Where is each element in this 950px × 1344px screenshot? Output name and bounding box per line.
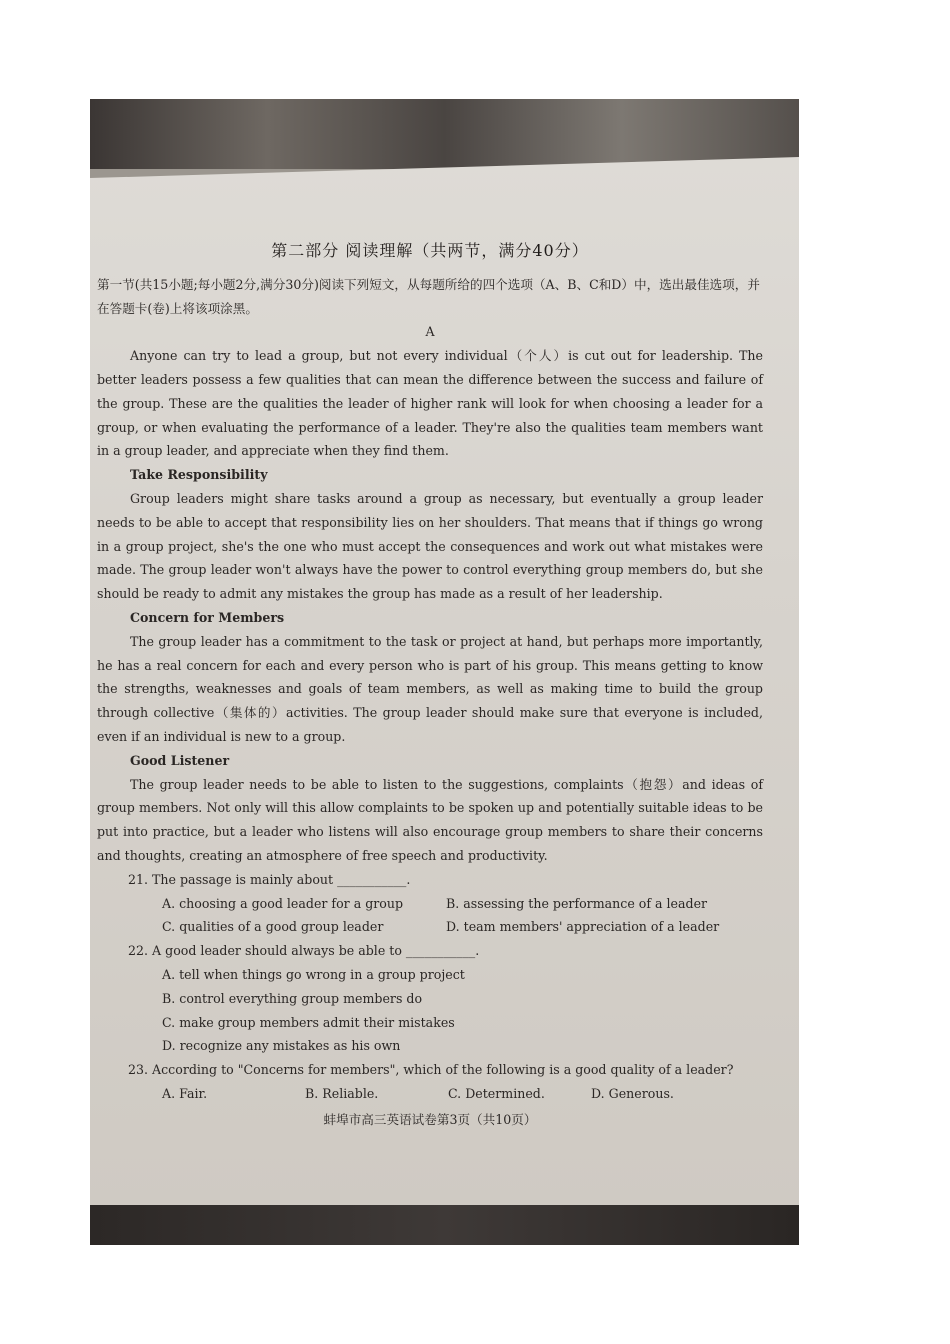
option-22b: B. control everything group members do — [162, 990, 423, 1006]
paragraph-listener: The group leader needs to be able to listen to the suggestions, complaints（抱怨）and ideas of group members. Not only will this allow complaints to be spoken up and potentially suitable ideas to be put into practice, but a leader who listens will also encourage group members to share their concerns and thoughts, creating an atmosphere of free speech and productivity. — [97, 776, 763, 863]
section-instructions: 第一节(共15小题;每小题2分,满分30分)阅读下列短文，从每题所给的四个选项（A、B、C和D）中，选出最佳选项，并在答题卡(卷)上将该项涂黑。 — [97, 276, 760, 316]
option-23d: D. Generous. — [591, 1085, 674, 1101]
document-photo — [90, 99, 799, 1245]
option-21c: C. qualities of a good group leader — [162, 919, 384, 935]
heading-concern-for-members: Concern for Members — [130, 609, 285, 625]
paragraph-responsibility: Group leaders might share tasks around a group as necessary, but eventually a group leader needs to be able to accept that responsibility lies on her shoulders. That means that if things go wrong in a group project, she's the one who must accept the consequences and work out what mistakes were made. The group leader won't always have the power to control everything group members do, but she should be ready to admit any mistakes the group has made as a result of her leadership. — [97, 490, 763, 602]
photo-background-top — [90, 99, 799, 169]
heading-good-listener: Good Listener — [130, 752, 230, 768]
question-21-options-row-1 — [162, 892, 763, 916]
option-22c: C. make group members admit their mistakes — [162, 1014, 455, 1030]
page-footer: 蚌埠市高三英语试卷第3页（共10页） — [323, 1111, 537, 1127]
option-22a: A. tell when things go wrong in a group project — [162, 966, 465, 982]
photo-background-bottom — [90, 1205, 799, 1245]
option-23b: B. Reliable. — [305, 1085, 379, 1101]
question-23-options — [162, 1082, 763, 1106]
option-23a: A. Fair. — [162, 1085, 208, 1101]
question-23: 23. According to "Concerns for members", which of the following is a good quality of a leader? — [128, 1062, 734, 1078]
paragraph-concern: The group leader has a commitment to the task or project at hand, but perhaps more importantly, he has a real concern for each and every person who is part of his group. This means getting to know the strengths, weaknesses and goals of team members, as well as making time to build the group through collective（集体的）activities. The group leader should make sure that everyone is included, even if an individual is new to a group. — [97, 633, 763, 744]
option-22d: D. recognize any mistakes as his own — [162, 1038, 401, 1054]
question-22: 22. A good leader should always be able to ___________. — [128, 943, 480, 959]
heading-take-responsibility: Take Responsibility — [130, 467, 268, 483]
option-21a: A. choosing a good leader for a group — [162, 895, 404, 911]
option-21b: B. assessing the performance of a leader — [446, 895, 708, 911]
exam-content — [97, 239, 763, 1131]
passage-intro: Anyone can try to lead a group, but not every individual（个人）is cut out for leadership. The better leaders possess a few qualities that can mean the difference between the success and failure of the group. These are the qualities the leader of higher rank will look for when choosing a leader for a group, or when evaluating the performance of a leader. They're also the qualities team members want in a group leader, and appreciate when they find them. — [97, 348, 763, 459]
passage-letter: A — [425, 324, 435, 340]
option-21d: D. team members' appreciation of a leader — [446, 919, 720, 935]
option-23c: C. Determined. — [448, 1085, 545, 1101]
question-21: 21. The passage is mainly about ___________. — [128, 871, 411, 887]
section-title: 第二部分 阅读理解（共两节，满分40分） — [271, 241, 589, 260]
question-21-options-row-2 — [162, 915, 763, 939]
